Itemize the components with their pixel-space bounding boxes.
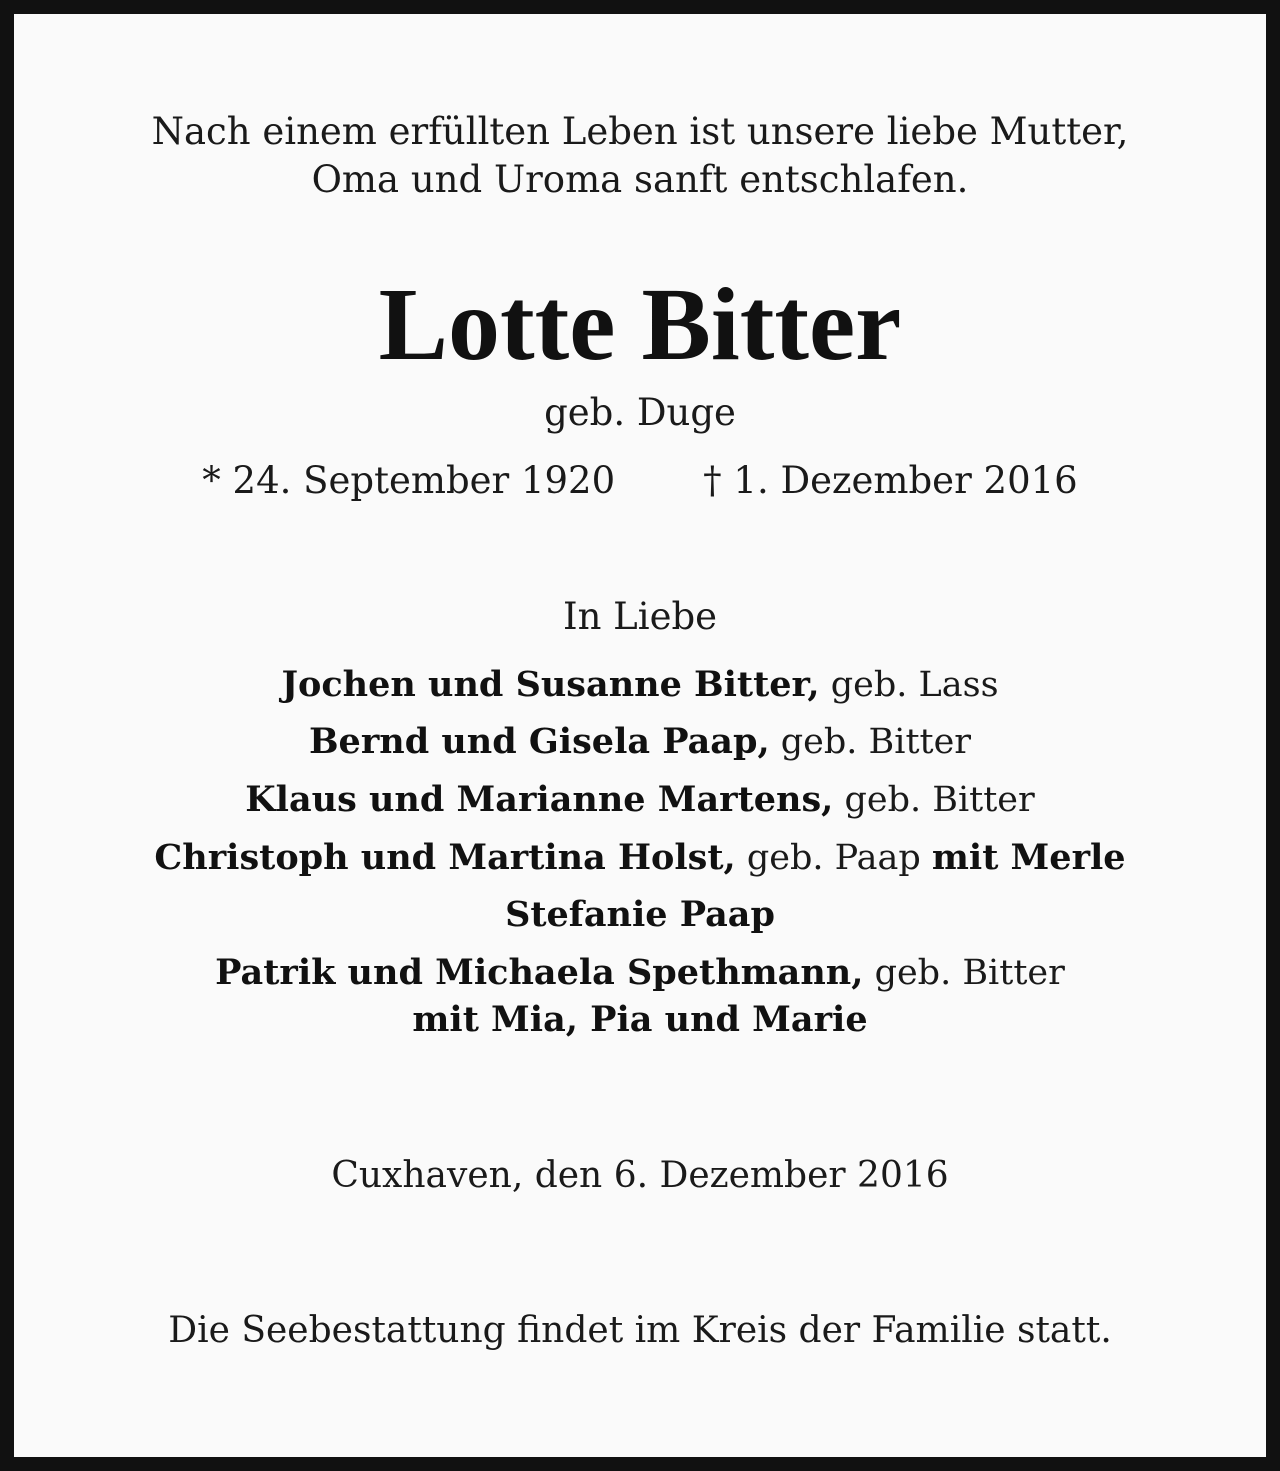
family-names: Bernd und Gisela Paap, [308, 721, 770, 762]
family-maiden: geb. Bitter [769, 722, 972, 762]
birth-date: * 24. September 1920 [202, 459, 616, 502]
family-line-6 [0, 950, 1280, 996]
family-line-5 [0, 892, 1280, 938]
family-line-1 [0, 662, 1280, 708]
intro-line-2: Oma und Uroma sanft entschlafen. [311, 158, 969, 201]
family-children: mit Mia, Pia und Marie [412, 999, 868, 1040]
maiden-name: geb. Duge [544, 391, 736, 434]
family-line-2 [0, 719, 1280, 765]
life-dates [0, 458, 1280, 504]
family-maiden: geb. Paap [735, 838, 932, 878]
family-maiden: geb. Bitter [863, 953, 1065, 993]
family-maiden: geb. Lass [819, 665, 999, 705]
family-line-3 [0, 777, 1280, 823]
burial-note: Die Seebestattung findet im Kreis der Familie statt. [168, 1310, 1112, 1351]
place-date: Cuxhaven, den 6. Dezember 2016 [331, 1155, 949, 1196]
family-line-7 [0, 997, 1280, 1043]
family-names: Patrik und Michaela Spethmann, [215, 952, 864, 993]
family-names: Jochen und Susanne Bitter, [281, 664, 820, 705]
death-date: † 1. Dezember 2016 [703, 459, 1078, 502]
family-line-4 [0, 835, 1280, 881]
deceased-name: Lotte Bitter [378, 267, 902, 382]
in-liebe: In Liebe [562, 595, 718, 638]
family-maiden: geb. Bitter [833, 780, 1035, 820]
intro-line-1: Nach einem erfüllten Leben ist unsere liebe Mutter, [151, 110, 1129, 153]
family-names: Christoph und Martina Holst, [154, 837, 736, 878]
family-names: Klaus und Marianne Martens, [245, 779, 834, 820]
family-children: mit Merle [931, 837, 1126, 878]
family-names: Stefanie Paap [505, 894, 775, 935]
